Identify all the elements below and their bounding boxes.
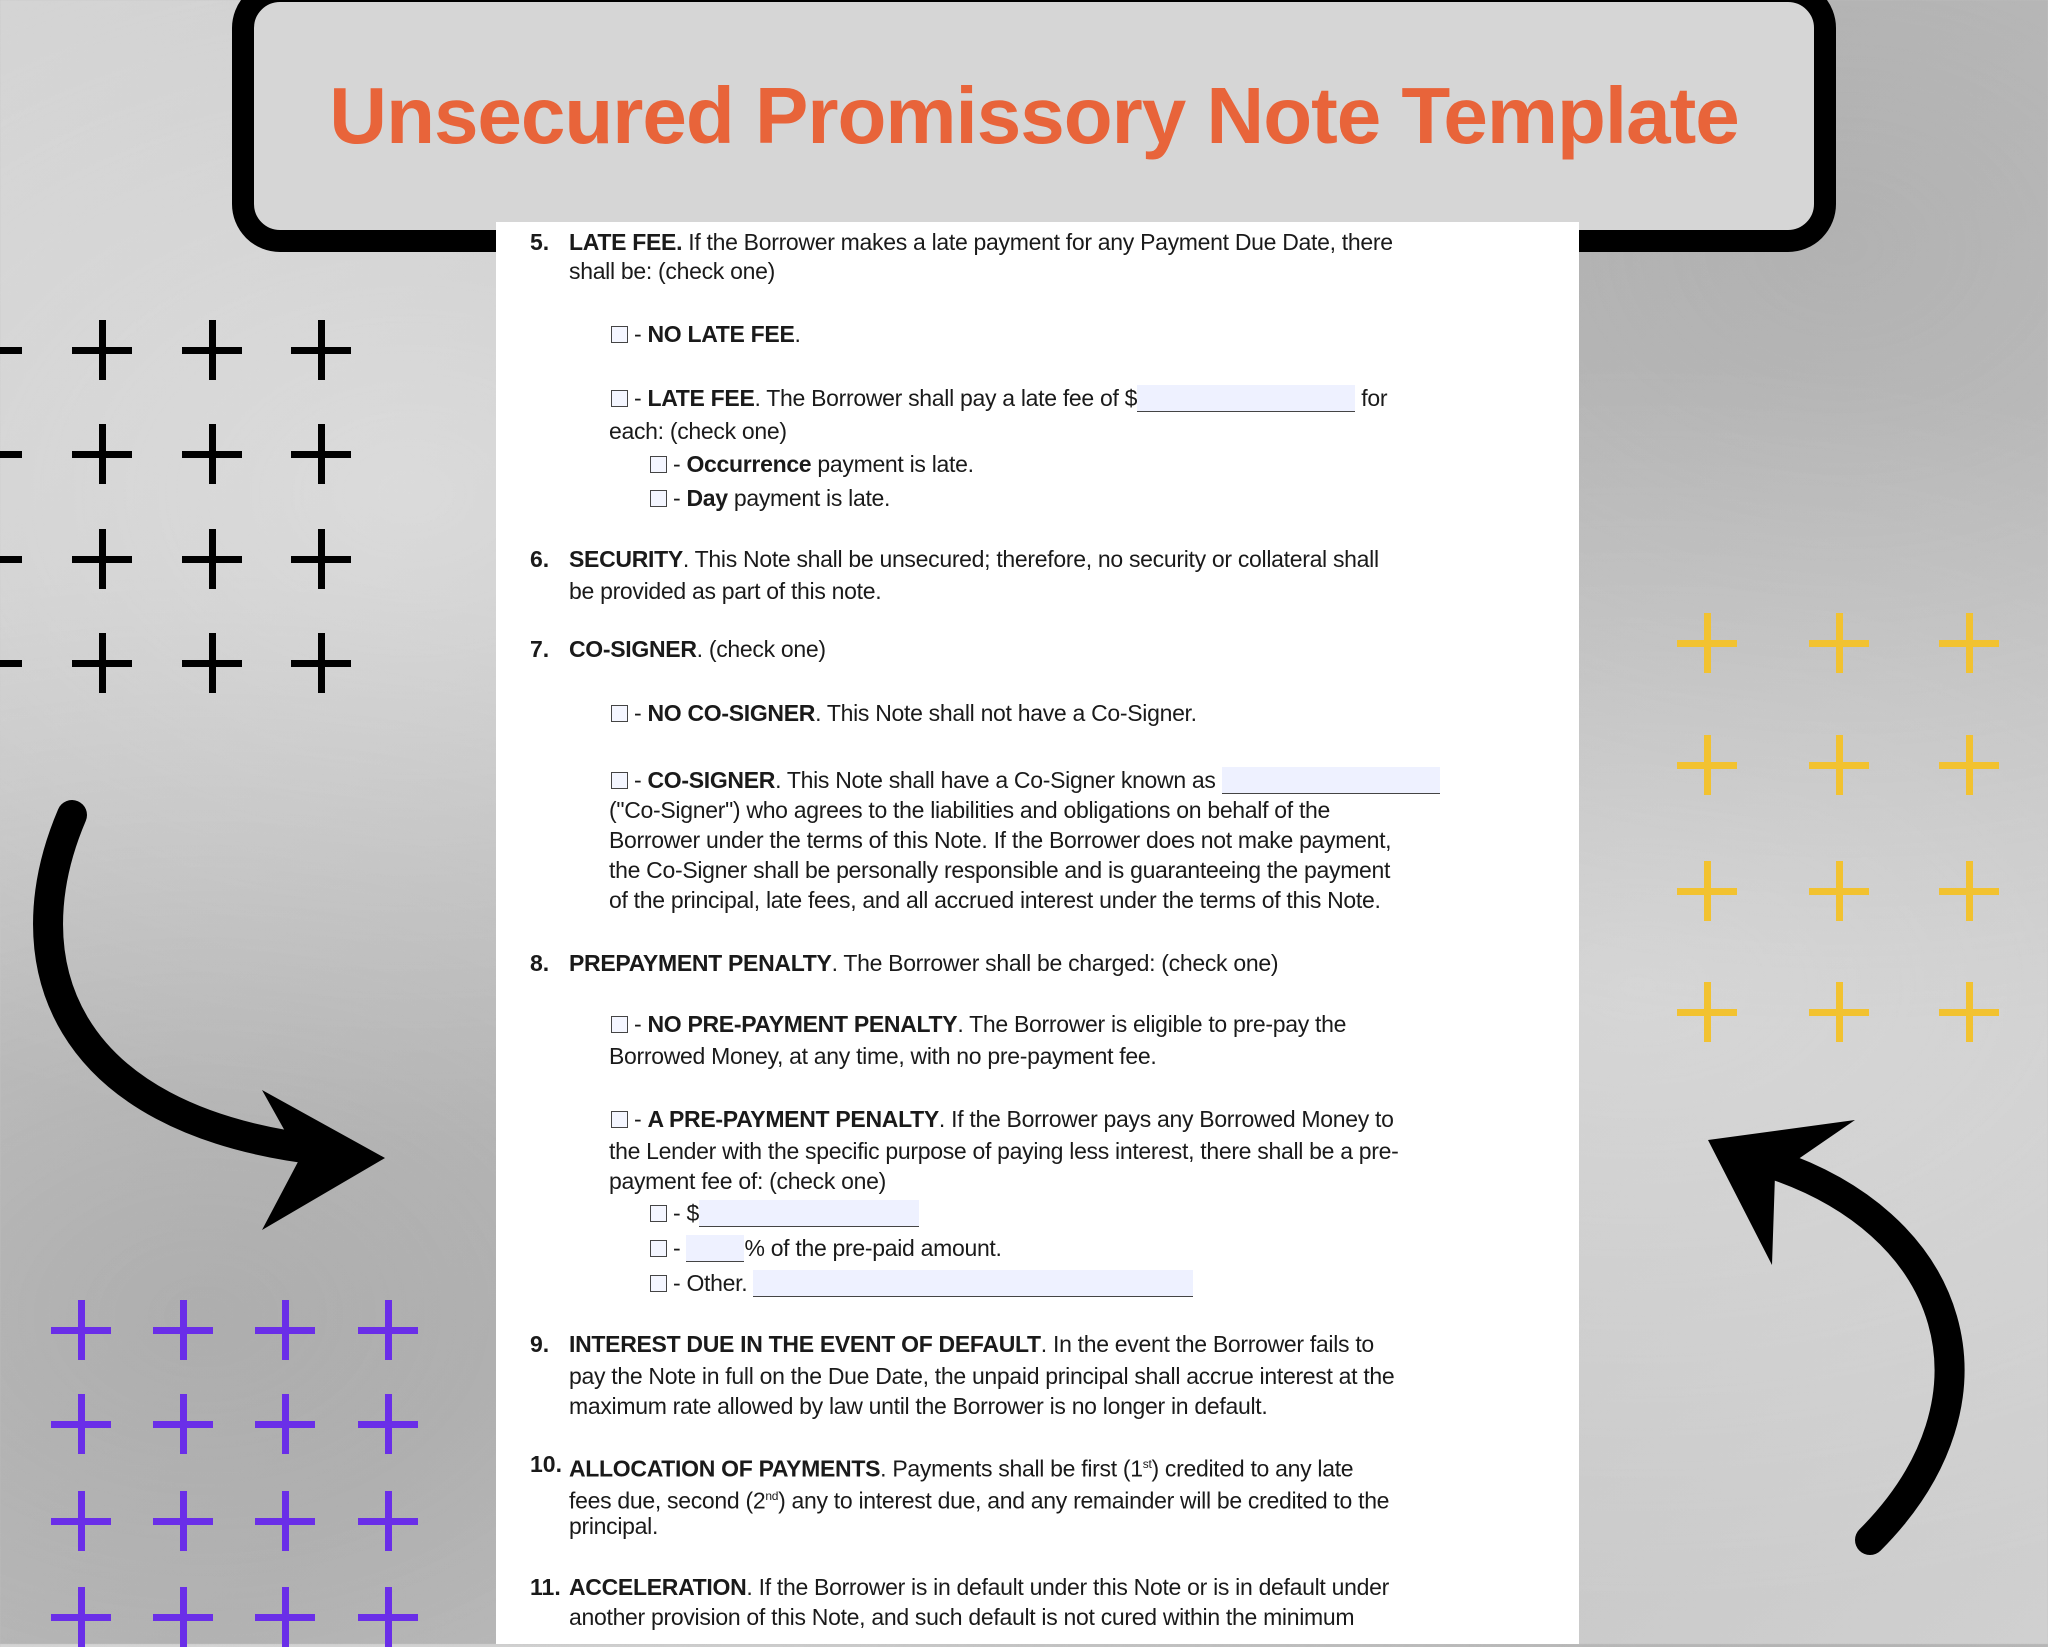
option-no-late-fee[interactable]: - NO LATE FEE.: [611, 319, 801, 349]
option-line: Borrower under the terms of this Note. If the Borrower does not make payment,: [609, 827, 1392, 853]
co-signer-name-field[interactable]: [1222, 767, 1440, 794]
checkbox[interactable]: [611, 1016, 628, 1033]
other-fee-field[interactable]: [753, 1270, 1193, 1297]
sub-option-occurrence[interactable]: - Occurrence payment is late.: [650, 449, 974, 479]
late-fee-amount-field[interactable]: [1137, 385, 1355, 412]
section-11-line: ACCELERATION. If the Borrower is in default under this Note or is in default under: [569, 1574, 1389, 1600]
section-number: 9.: [530, 1331, 550, 1357]
flat-fee-field[interactable]: [699, 1200, 919, 1227]
percent-field[interactable]: [686, 1235, 744, 1262]
checkbox[interactable]: [650, 1240, 667, 1257]
section-6-line: SECURITY. This Note shall be unsecured; therefore, no security or collateral shall: [569, 546, 1379, 572]
option-line: the Co-Signer shall be personally responsible and is guaranteeing the payment: [609, 857, 1391, 883]
sub-option-other[interactable]: - Other.: [650, 1268, 1193, 1298]
section-10-line: principal.: [569, 1513, 659, 1539]
option-late-fee[interactable]: - LATE FEE. The Borrower shall pay a late fee of $ for: [611, 383, 1387, 413]
checkbox[interactable]: [611, 390, 628, 407]
section-number: 10.: [530, 1451, 562, 1477]
section-10-line: ALLOCATION OF PAYMENTS. Payments shall be first (1st) credited to any late: [569, 1455, 1354, 1482]
checkbox[interactable]: [611, 326, 628, 343]
sub-option-percent[interactable]: - % of the pre-paid amount.: [650, 1233, 1002, 1263]
section-number: 6.: [530, 546, 550, 572]
option-no-prepayment-penalty[interactable]: - NO PRE-PAYMENT PENALTY. The Borrower is eligible to pre-pay the: [611, 1009, 1346, 1039]
sub-option-flat-fee[interactable]: - $: [650, 1198, 919, 1228]
section-5-line: LATE FEE. If the Borrower makes a late payment for any Payment Due Date, there: [569, 229, 1393, 255]
section-9-line: maximum rate allowed by law until the Borrower is no longer in default.: [569, 1393, 1268, 1419]
option-no-co-signer[interactable]: - NO CO-SIGNER. This Note shall not have a Co-Signer.: [611, 698, 1197, 728]
checkbox[interactable]: [611, 1111, 628, 1128]
option-line: Borrowed Money, at any time, with no pre-payment fee.: [609, 1043, 1157, 1069]
checkbox[interactable]: [611, 705, 628, 722]
option-prepayment-penalty[interactable]: - A PRE-PAYMENT PENALTY. If the Borrower pays any Borrowed Money to: [611, 1104, 1394, 1134]
option-line: payment fee of: (check one): [609, 1168, 886, 1194]
checkbox[interactable]: [650, 1275, 667, 1292]
section-10-line: fees due, second (2nd) any to interest due, and any remainder will be credited to the: [569, 1487, 1390, 1514]
section-8-line: PREPAYMENT PENALTY. The Borrower shall be charged: (check one): [569, 950, 1279, 976]
checkbox[interactable]: [650, 490, 667, 507]
option-line: ("Co-Signer") who agrees to the liabilities and obligations on behalf of the: [609, 797, 1331, 823]
option-line: each: (check one): [609, 418, 787, 444]
section-9-line: pay the Note in full on the Due Date, the unpaid principal shall accrue interest at the: [569, 1363, 1395, 1389]
right-arrow-shaft: [1760, 1160, 1949, 1540]
section-number: 7.: [530, 636, 550, 662]
option-co-signer[interactable]: - CO-SIGNER. This Note shall have a Co-Signer known as: [611, 765, 1440, 795]
section-7-line: CO-SIGNER. (check one): [569, 636, 826, 662]
section-5-line: shall be: (check one): [569, 258, 775, 284]
left-arrow-head: [262, 1090, 385, 1230]
option-line: of the principal, late fees, and all accrued interest under the terms of this Note.: [609, 887, 1381, 913]
section-number: 5.: [530, 229, 550, 255]
section-9-line: INTEREST DUE IN THE EVENT OF DEFAULT. In the event the Borrower fails to: [569, 1331, 1374, 1357]
checkbox[interactable]: [611, 772, 628, 789]
option-line: the Lender with the specific purpose of paying less interest, there shall be a pre-: [609, 1138, 1399, 1164]
section-11-line: another provision of this Note, and such default is not cured within the minimum: [569, 1604, 1355, 1630]
section-6-line: be provided as part of this note.: [569, 578, 882, 604]
section-number: 11.: [530, 1574, 561, 1600]
section-number: 8.: [530, 950, 550, 976]
sub-option-day[interactable]: - Day payment is late.: [650, 483, 890, 513]
page-title: Unsecured Promissory Note Template: [329, 71, 1739, 160]
checkbox[interactable]: [650, 1205, 667, 1222]
checkbox[interactable]: [650, 456, 667, 473]
document-page: [496, 222, 1579, 1644]
